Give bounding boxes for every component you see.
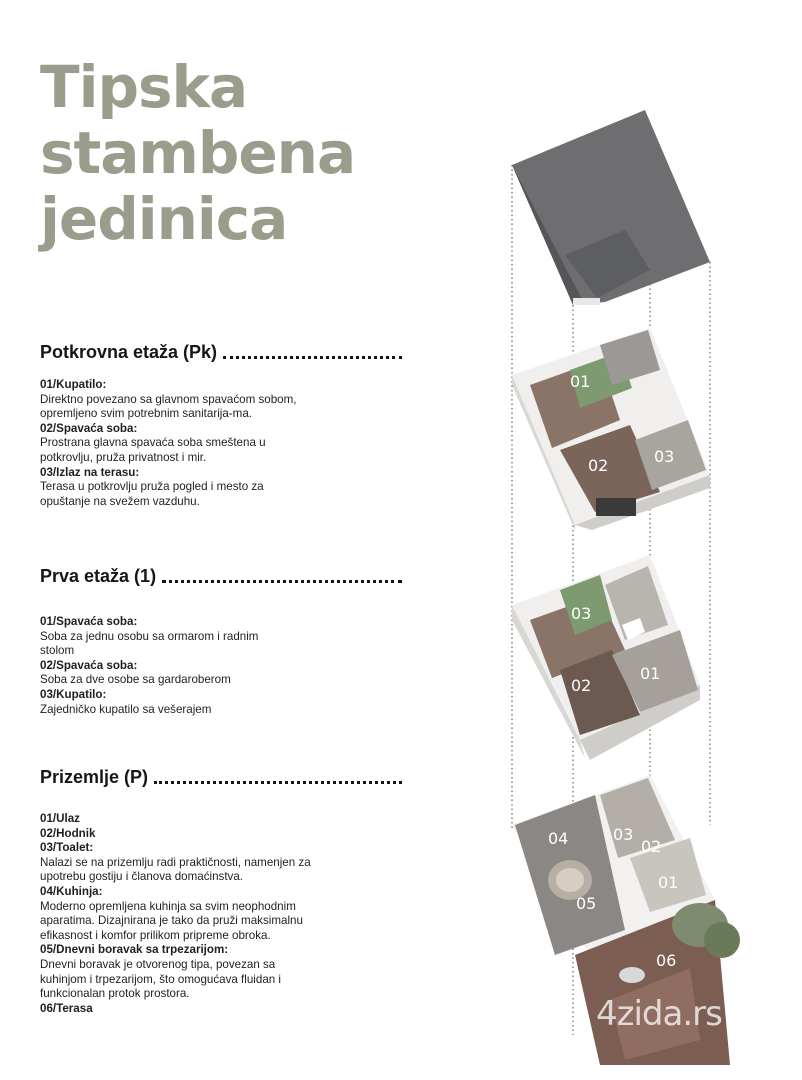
item-text: Nalazi se na prizemlju radi praktičnosti, namenjen za upotrebu gostiju i članova domaćinstva. [40,855,311,884]
room-label: 04 [548,829,569,848]
attic-floor [512,328,710,530]
item-text: Terasa u potkrovlju pruža pogled i mesto za opuštanje na svežem vazduhu. [40,480,264,508]
dotted-divider [154,781,402,784]
section-first-floor [40,566,402,717]
item-label: 03/Toalet: [40,841,94,855]
section-heading: Prva etaža (1) [40,566,157,586]
room-label: 03 [613,825,634,844]
title-line-2: stambena [40,119,356,187]
room-label: 02 [571,676,592,695]
item-label: 02/Spavaća soba: [40,658,138,672]
room-label: 05 [576,894,597,913]
item-text: Zajedničko kupatilo sa vešerajem [40,702,212,716]
section-attic [40,342,402,509]
item-text: Soba za jednu osobu sa ormarom i radnim stolom [40,629,259,658]
section-header [40,342,402,363]
room-label: 01 [570,372,591,391]
room-label: 01 [658,873,679,892]
item-label: 03/Kupatilo: [40,687,107,701]
item-list [40,378,300,509]
first-floor [512,555,700,760]
room-label: 06 [656,951,677,970]
section-heading: Potkrovna etaža (Pk) [40,342,218,362]
item-label: 01/Ulaz [40,812,80,825]
dotted-divider [162,580,402,583]
item-label: 01/Kupatilo: [40,378,107,391]
item-label: 06/Terasa [40,1001,93,1015]
item-text: Soba za dve osobe sa gardaroberom [40,673,231,687]
item-text: Prostrana glavna spavaća soba smeštena u potkrovlju, pruža privatnost i mir. [40,436,266,464]
section-ground-floor [40,767,402,1016]
section-heading: Prizemlje (P) [40,767,149,787]
room-label: 01 [640,664,661,683]
dotted-divider [223,356,402,359]
item-label: 01/Spavaća soba: [40,615,138,628]
page-title [40,54,355,252]
item-text: Direktno povezano sa glavnom spavaćom sobom, opremljeno svim potrebnim sanitarija-ma. [40,392,297,421]
item-text: Moderno opremljena kuhinja sa svim neophodnim aparatima. Dizajnirana je tako da pruži maksimalnu efikasnost i komfor prilikom pripreme obroka. [40,899,303,942]
item-list [40,615,280,717]
exploded-house-drawing [405,90,802,1080]
item-label: 03/Izlaz na terasu: [40,465,140,479]
item-label: 04/Kuhinja: [40,884,103,898]
room-label: 03 [571,604,592,623]
title-line-1: Tipska [40,53,248,121]
section-header [40,767,402,788]
room-label: 02 [588,456,609,475]
roof [512,110,710,305]
item-label: 02/Spavaća soba: [40,421,138,435]
room-label: 02 [641,837,662,856]
item-list [40,812,315,1016]
item-label: 05/Dnevni boravak sa trpezarijom: [40,943,229,957]
item-text: Dnevni boravak je otvorenog tipa, povezan sa kuhinjom i trpezarijom, što omogućava fluidan i funkcionalan protok prostora. [40,957,282,1001]
section-header [40,566,402,587]
item-label: 02/Hodnik [40,826,96,840]
title-line-3: jedinica [40,185,288,253]
watermark-text: 4zida.rs [596,994,722,1034]
room-label: 03 [654,447,675,466]
